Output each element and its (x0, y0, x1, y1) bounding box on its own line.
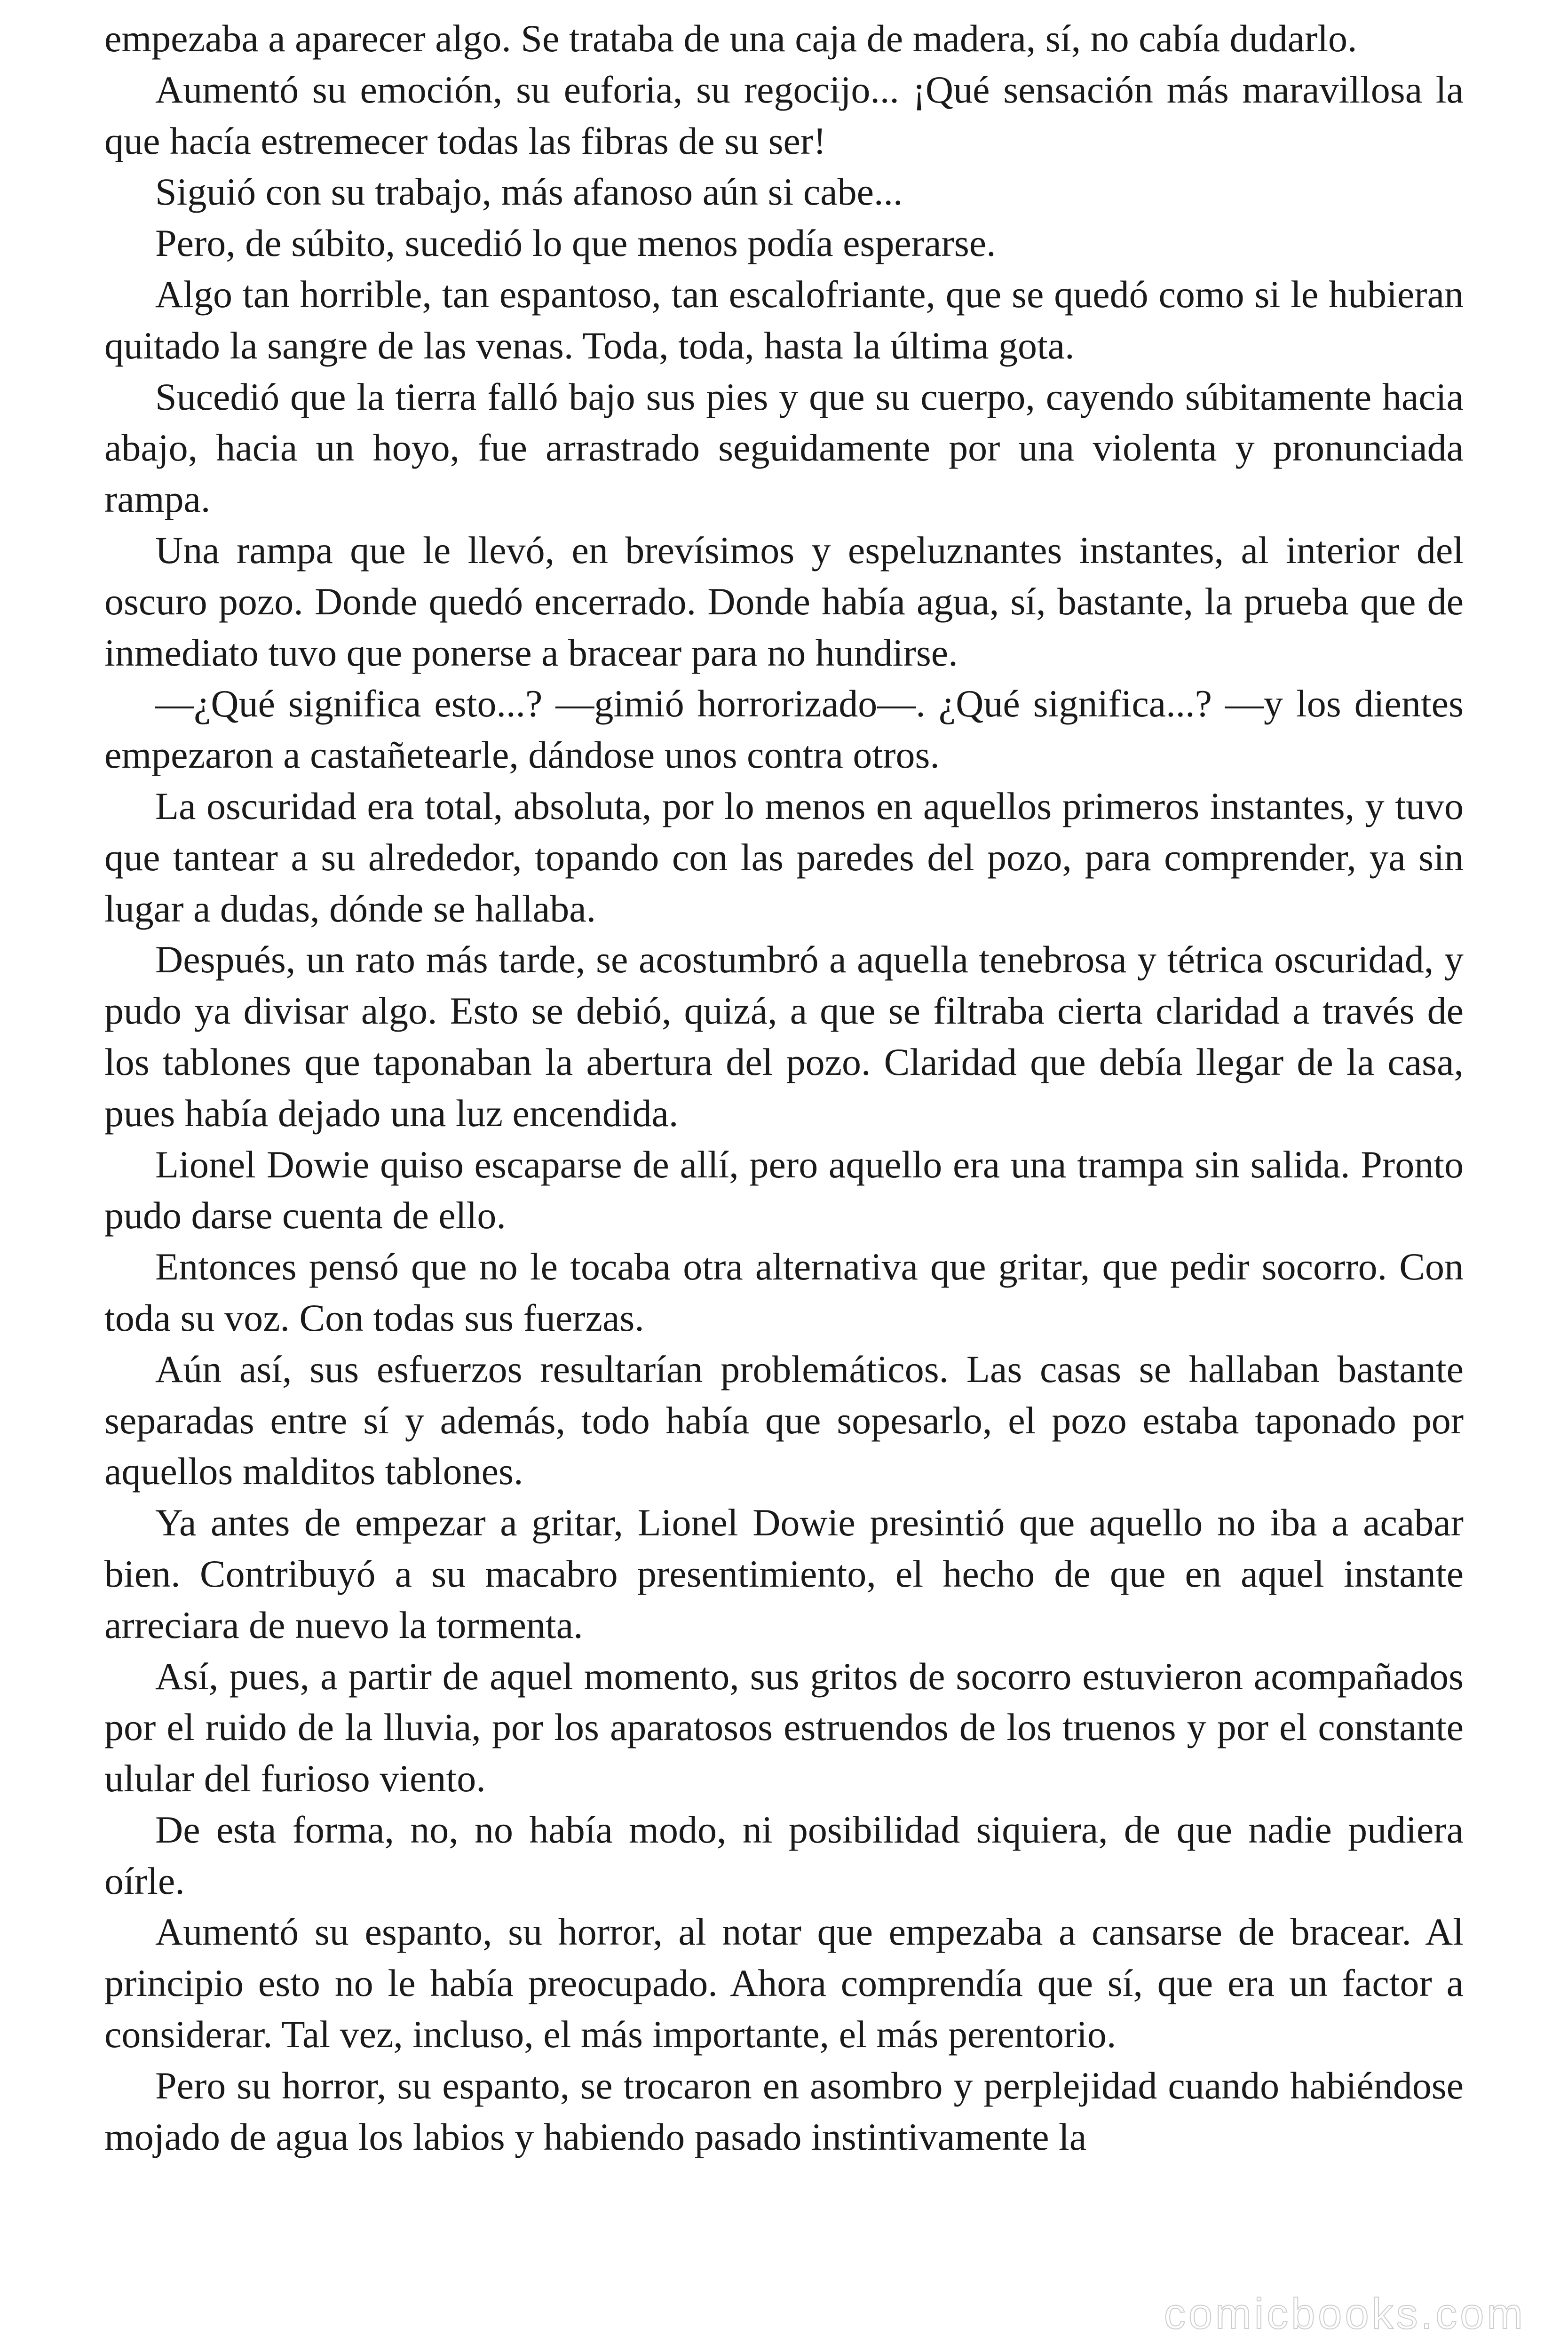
paragraph: La oscuridad era total, absoluta, por lo menos en aquellos primeros instantes, y tuvo que tantear a su alrededor, topando con las paredes del pozo, para comprender, ya sin lugar a dudas, dónde se hallaba. (104, 784, 1464, 930)
paragraph: Sucedió que la tierra falló bajo sus pies y que su cuerpo, cayendo súbitamente hacia abajo, hacia un hoyo, fue arrastrado seguidamente por una violenta y pronunciada rampa. (104, 375, 1464, 521)
paragraph: Lionel Dowie quiso escaparse de allí, pero aquello era una trampa sin salida. Pronto pudo darse cuenta de ello. (104, 1143, 1464, 1237)
watermark: comicbooks.com (1164, 2290, 1526, 2338)
paragraph: Aumentó su espanto, su horror, al notar que empezaba a cansarse de bracear. Al principio esto no le había preocupado. Ahora comprendía que sí, que era un factor a considerar. Tal vez, incluso, el más importante, el más perentorio. (104, 1910, 1464, 2056)
paragraph: Aumentó su emoción, su euforia, su regocijo... ¡Qué sensación más maravillosa la que hacía estremecer todas las fibras de su ser! (104, 68, 1464, 162)
paragraph: —¿Qué significa esto...? —gimió horrorizado—. ¿Qué significa...? —y los dientes empezaron a castañetearle, dándose unos contra otros. (104, 682, 1464, 777)
paragraph: Así, pues, a partir de aquel momento, sus gritos de socorro estuvieron acompañados por el ruido de la lluvia, por los aparatosos estruendos de los truenos y por el constante ulular del furioso viento. (104, 1654, 1464, 1800)
paragraph: empezaba a aparecer algo. Se trataba de una caja de madera, sí, no cabía dudarlo. (104, 17, 1357, 60)
paragraph: Una rampa que le llevó, en brevísimos y espeluznantes instantes, al interior del oscuro pozo. Donde quedó encerrado. Donde había agua, sí, bastante, la prueba que de inmediato tuvo que ponerse a bracear para no hundirse. (104, 528, 1464, 674)
paragraph: Después, un rato más tarde, se acostumbró a aquella tenebrosa y tétrica oscuridad, y pudo ya divisar algo. Esto se debió, quizá, a que se filtraba cierta claridad a través de los tablones que taponaban la abertura del pozo. Claridad que debía llegar de la casa, pues había dejado una luz encendida. (104, 938, 1464, 1135)
paragraph: Pero su horror, su espanto, se trocaron en asombro y perplejidad cuando habiéndose mojado de agua los labios y habiendo pasado instintivamente la (104, 2064, 1464, 2158)
paragraph: De esta forma, no, no había modo, ni posibilidad siquiera, de que nadie pudiera oírle. (104, 1808, 1464, 1902)
paragraph: Siguió con su trabajo, más afanoso aún si cabe... (155, 170, 903, 214)
paragraph: Pero, de súbito, sucedió lo que menos podía esperarse. (155, 222, 996, 265)
paragraph: Entonces pensó que no le tocaba otra alternativa que gritar, que pedir socorro. Con toda su voz. Con todas sus fuerzas. (104, 1245, 1464, 1339)
paragraph: Aún así, sus esfuerzos resultarían problemáticos. Las casas se hallaban bastante separadas entre sí y además, todo había que sopesarlo, el pozo estaba taponado por aquellos malditos tablones. (104, 1347, 1464, 1493)
paragraph: Algo tan horrible, tan espantoso, tan escalofriante, que se quedó como si le hubieran quitado la sangre de las venas. Toda, toda, hasta la última gota. (104, 272, 1464, 367)
paragraph: Ya antes de empezar a gritar, Lionel Dowie presintió que aquello no iba a acabar bien. Contribuyó a su macabro presentimiento, el hecho de que en aquel instante arreciara de nuevo la tormenta. (104, 1501, 1464, 1646)
body-text (104, 13, 1464, 2162)
